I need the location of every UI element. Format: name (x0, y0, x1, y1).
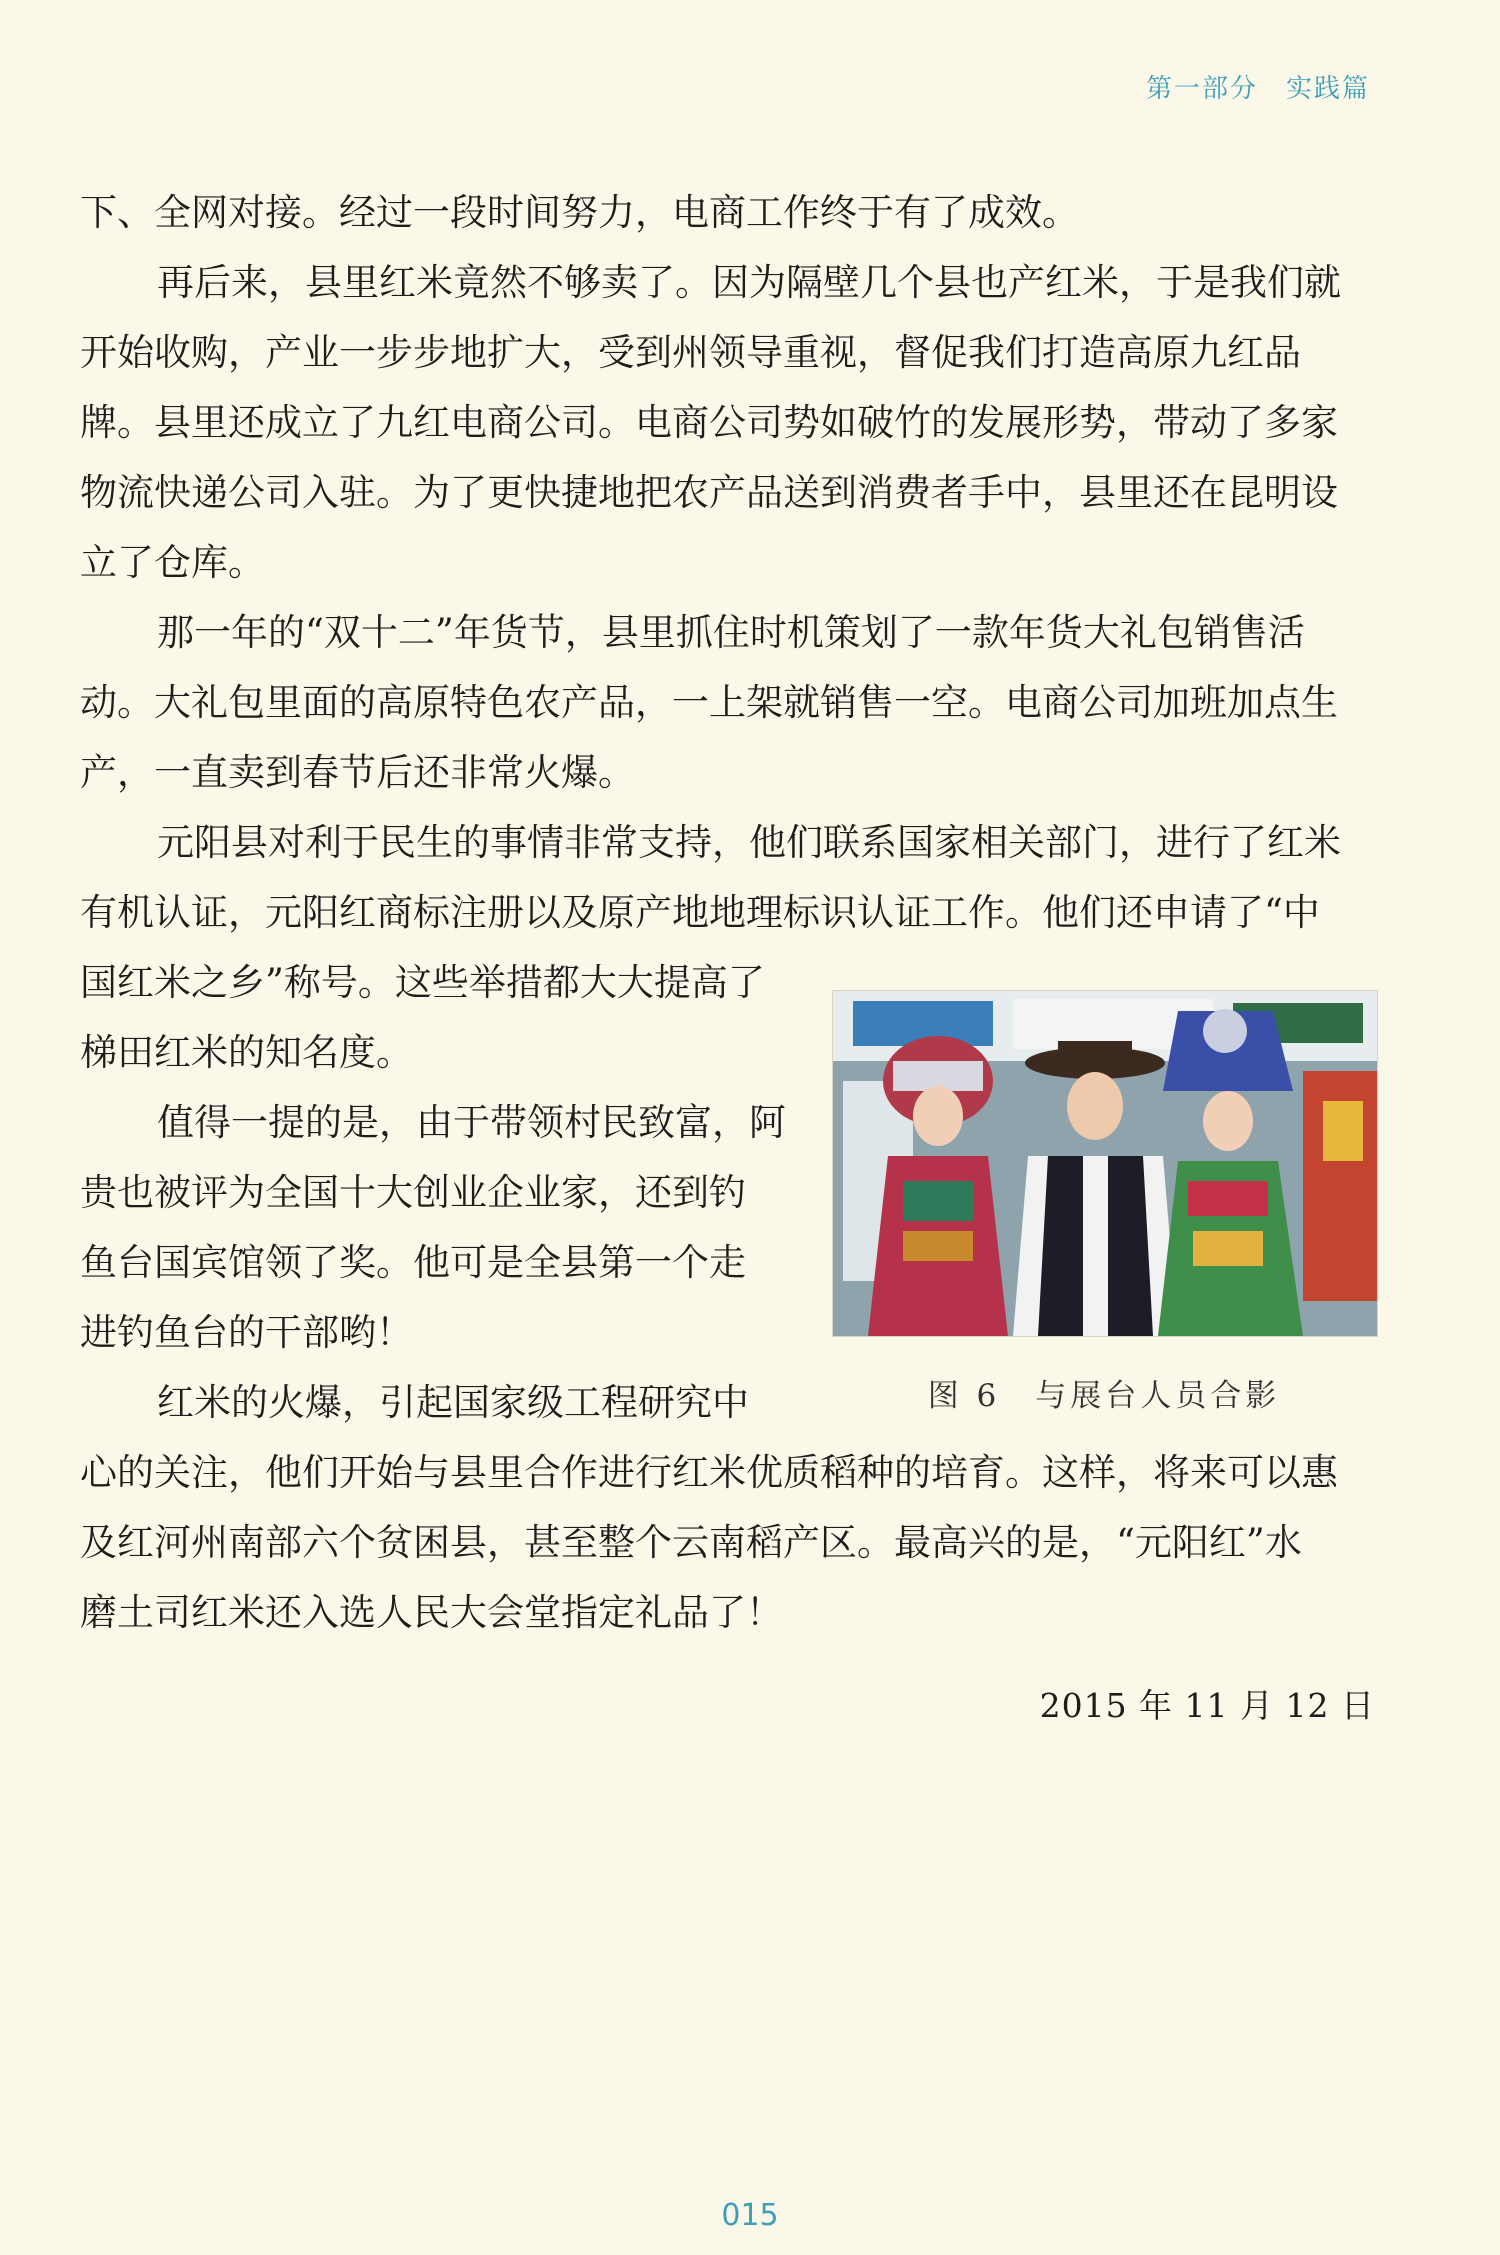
page-number: 015 (721, 2198, 779, 2233)
text-line: 有机认证，元阳红商标注册以及原产地地理标识认证工作。他们还申请了“中 (80, 891, 1320, 934)
text-line: 贵也被评为全国十大创业企业家，还到钓 (80, 1171, 746, 1214)
text-line: 进钓鱼台的干部哟！ (80, 1311, 413, 1354)
text-line: 立了仓库。 (80, 541, 265, 584)
text-line: 再后来，县里红米竟然不够卖了。因为隔壁几个县也产红米，于是我们就 (157, 261, 1341, 304)
text-line: 产，一直卖到春节后还非常火爆。 (80, 751, 635, 794)
text-line: 那一年的“双十二”年货节，县里抓住时机策划了一款年货大礼包销售活 (157, 611, 1305, 654)
exhibition-photo (832, 990, 1378, 1337)
body-text-block-1 (80, 178, 1380, 1648)
text-line: 心的关注，他们开始与县里合作进行红米优质稻种的培育。这样，将来可以惠 (80, 1451, 1338, 1494)
text-line: 国红米之乡”称号。这些举措都大大提高了 (80, 961, 765, 1004)
running-header: 第一部分 实践篇 (1145, 74, 1370, 104)
text-line: 开始收购，产业一步步地扩大，受到州领导重视，督促我们打造高原九红品 (80, 331, 1301, 374)
date-line: 2015 年 11 月 12 日 (1039, 1686, 1375, 1725)
text-line: 值得一提的是，由于带领村民致富，阿 (157, 1101, 786, 1144)
text-line: 磨土司红米还入选人民大会堂指定礼品了！ (80, 1591, 783, 1634)
text-line: 牌。县里还成立了九红电商公司。电商公司势如破竹的发展形势，带动了多家 (80, 401, 1338, 444)
text-line: 物流快递公司入驻。为了更快捷地把农产品送到消费者手中，县里还在昆明设 (80, 471, 1338, 514)
text-line: 红米的火爆，引起国家级工程研究中 (157, 1381, 749, 1424)
figure-caption: 图 6 与展台人员合影 (927, 1378, 1281, 1414)
text-line: 动。大礼包里面的高原特色农产品，一上架就销售一空。电商公司加班加点生 (80, 681, 1338, 724)
text-line: 元阳县对利于民生的事情非常支持，他们联系国家相关部门，进行了红米 (157, 821, 1341, 864)
paragraph-2 (80, 248, 1380, 598)
text-line: 梯田红米的知名度。 (80, 1031, 413, 1074)
text-line: 鱼台国宾馆领了奖。他可是全县第一个走 (80, 1241, 746, 1284)
paragraph-3 (80, 598, 1380, 808)
text-line: 及红河州南部六个贫困县，甚至整个云南稻产区。最高兴的是，“元阳红”水 (80, 1521, 1302, 1564)
text-line: 下、全网对接。经过一段时间努力，电商工作终于有了成效。 (80, 191, 1079, 234)
paragraph-1 (80, 178, 1380, 248)
